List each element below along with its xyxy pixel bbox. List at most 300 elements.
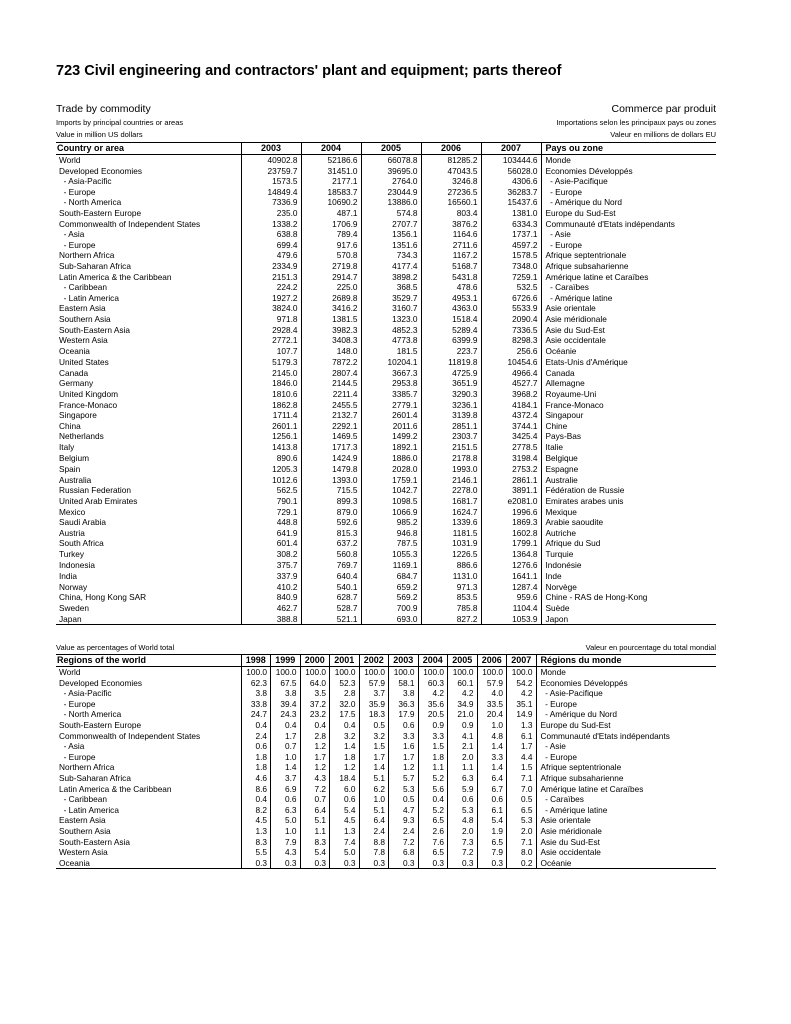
value-cell: 1364.8 [481, 549, 541, 560]
percent-cell: 6.4 [477, 773, 507, 784]
table-row [56, 762, 716, 773]
value-cell: 1624.7 [421, 507, 481, 518]
table-row [56, 815, 716, 826]
table-row [56, 250, 716, 261]
percent-cell: 8.6 [241, 784, 271, 795]
country-name-fr: France-Monaco [541, 400, 716, 411]
country-name-fr: - Amérique latine [541, 293, 716, 304]
percent-cell: 7.9 [477, 847, 507, 858]
region-name-fr: Economies Développés [536, 678, 716, 689]
value-cell: 6334.3 [481, 219, 541, 230]
country-name-fr: Monde [541, 155, 716, 166]
value-cell: 532.5 [481, 282, 541, 293]
percent-cell: 6.3 [271, 805, 301, 816]
value-cell: 1892.1 [361, 442, 421, 453]
value-cell: 2151.5 [421, 442, 481, 453]
value-cell: 785.8 [421, 603, 481, 614]
column-header-year: 2007 [481, 143, 541, 155]
percent-cell: 5.1 [359, 773, 389, 784]
percent-cell: 7.1 [507, 837, 537, 848]
table-row [56, 335, 716, 346]
value-cell: 2928.4 [241, 325, 301, 336]
table-row [56, 688, 716, 699]
value-cell: 27236.5 [421, 187, 481, 198]
value-cell: 917.6 [301, 240, 361, 251]
country-name: Canada [59, 367, 89, 378]
percent-cell: 37.2 [300, 699, 330, 710]
percent-cell: 5.2 [418, 773, 448, 784]
value-cell: 946.8 [361, 528, 421, 539]
percent-cell: 1.1 [448, 762, 478, 773]
value-cell: 3198.4 [481, 453, 541, 464]
table-row [56, 229, 716, 240]
value-cell: 574.8 [361, 208, 421, 219]
country-name-fr: - Europe [541, 187, 716, 198]
value-cell: 1479.8 [301, 463, 361, 475]
percent-cell: 1.2 [300, 741, 330, 752]
percent-cell: 1.4 [477, 741, 507, 752]
value-cell: 2144.5 [301, 378, 361, 389]
region-name-fr: Monde [536, 667, 716, 678]
percent-cell: 24.7 [241, 709, 271, 720]
column-header-year: 2005 [448, 655, 478, 667]
value-cell: 2764.0 [361, 176, 421, 187]
value-cell: 628.7 [301, 592, 361, 603]
value-cell: 4372.4 [481, 410, 541, 421]
percent-cell: 5.1 [359, 805, 389, 816]
value-cell: 2914.7 [301, 272, 361, 283]
column-header-region: Regions of the world [56, 655, 241, 667]
value-cell: 2807.4 [301, 368, 361, 379]
region-name: - North America [59, 709, 122, 720]
percent-cell: 0.4 [330, 720, 360, 731]
percent-cell: 52.3 [330, 678, 360, 689]
percent-cell: 3.8 [271, 688, 301, 699]
percent-cell: 5.3 [389, 784, 419, 795]
country-name: - Caribbean [59, 282, 107, 293]
value-cell: 4306.6 [481, 176, 541, 187]
table-row [56, 678, 716, 689]
table-row [56, 582, 716, 593]
value-cell: 700.9 [361, 603, 421, 614]
value-cell: 15437.6 [481, 197, 541, 208]
country-name: Sub-Saharan Africa [59, 260, 131, 271]
country-name-fr: - Amérique du Nord [541, 197, 716, 208]
value-cell: 1886.0 [361, 453, 421, 464]
value-cell: 7336.5 [481, 325, 541, 336]
percent-cell: 5.3 [448, 805, 478, 816]
percent-cell: 0.9 [448, 720, 478, 731]
value-cell: 1012.6 [241, 475, 301, 486]
region-name-fr: Asie du Sud-Est [536, 837, 716, 848]
value-cell: 3982.3 [301, 325, 361, 336]
region-name-fr: Océanie [536, 858, 716, 869]
region-name: South-Eastern Europe [59, 719, 142, 730]
country-name-fr: Asie méridionale [541, 314, 716, 325]
column-header-year: 2002 [359, 655, 389, 667]
table-row [56, 272, 716, 283]
country-name: - Europe [59, 239, 96, 250]
table-row [56, 368, 716, 379]
percent-cell: 1.7 [359, 752, 389, 763]
percent-cell: 4.5 [241, 815, 271, 826]
country-name: Japan [56, 614, 241, 625]
value-cell: 803.4 [421, 208, 481, 219]
percent-cell: 6.5 [418, 847, 448, 858]
value-cell: 2719.8 [301, 261, 361, 272]
country-name: Sweden [59, 602, 89, 613]
value-cell: 13886.0 [361, 197, 421, 208]
percent-cell: 1.2 [389, 762, 419, 773]
value-cell: 2711.6 [421, 240, 481, 251]
country-name: - Latin America [59, 292, 119, 303]
value-cell: 1276.6 [481, 560, 541, 571]
column-header-year: 2006 [477, 655, 507, 667]
value-cell: 31451.0 [301, 166, 361, 177]
percent-cell: 3.8 [241, 688, 271, 699]
value-cell: 971.8 [241, 314, 301, 325]
value-cell: 1042.7 [361, 485, 421, 496]
country-name: South Africa [59, 538, 104, 549]
table-row [56, 463, 716, 475]
value-cell: 1169.1 [361, 560, 421, 571]
value-cell: 3425.4 [481, 431, 541, 442]
table-row [56, 485, 716, 496]
country-name-fr: Chine - RAS de Hong-Kong [541, 592, 716, 603]
value-cell: 3385.7 [361, 389, 421, 400]
value-cell: 225.0 [301, 282, 361, 293]
percent-cell: 1.8 [241, 752, 271, 763]
percent-cell: 5.9 [448, 784, 478, 795]
country-name-fr: Océanie [541, 346, 716, 357]
percent-cell: 3.3 [389, 731, 419, 742]
percent-cell: 1.6 [389, 741, 419, 752]
percent-cell: 6.5 [418, 815, 448, 826]
value-cell: 3246.8 [421, 176, 481, 187]
value-cell: 224.2 [241, 282, 301, 293]
values-table [56, 142, 716, 625]
percent-cell: 3.3 [418, 731, 448, 742]
percent-cell: 5.0 [330, 847, 360, 858]
value-cell: 1799.1 [481, 538, 541, 549]
value-cell: 2145.0 [241, 368, 301, 379]
value-cell: 1737.1 [481, 229, 541, 240]
value-cell: 2132.7 [301, 410, 361, 421]
table-row [56, 325, 716, 336]
country-name-fr: Indonésie [541, 560, 716, 571]
percent-cell: 18.3 [359, 709, 389, 720]
value-cell: 601.4 [241, 538, 301, 549]
percent-cell: 20.4 [477, 709, 507, 720]
value-cell: 1602.8 [481, 528, 541, 539]
percent-cell: 1.4 [359, 762, 389, 773]
table-row [56, 667, 716, 678]
value-cell: 3160.7 [361, 303, 421, 314]
country-name: Netherlands [59, 431, 104, 442]
value-cell: 7348.0 [481, 261, 541, 272]
value-cell: 3824.0 [241, 303, 301, 314]
region-name-fr: Amérique latine et Caraïbes [536, 784, 716, 795]
value-cell: 1167.2 [421, 250, 481, 261]
percent-cell: 5.4 [330, 805, 360, 816]
value-cell: 4184.1 [481, 400, 541, 411]
value-cell: 899.3 [301, 496, 361, 507]
value-cell: 637.2 [301, 538, 361, 549]
value-cell: 36283.7 [481, 187, 541, 198]
value-cell: 148.0 [301, 346, 361, 357]
table-row [56, 176, 716, 187]
value-cell: 368.5 [361, 282, 421, 293]
percent-cell: 1.7 [389, 752, 419, 763]
value-cell: 985.2 [361, 517, 421, 528]
country-name-fr: Espagne [541, 463, 716, 475]
value-cell: 2334.9 [241, 261, 301, 272]
value-cell: 1862.8 [241, 400, 301, 411]
value-cell: 2778.5 [481, 442, 541, 453]
percent-cell: 3.7 [271, 773, 301, 784]
value-cell: 375.7 [241, 560, 301, 571]
value-cell: 56028.0 [481, 166, 541, 177]
country-name-fr: Fédération de Russie [541, 485, 716, 496]
value-cell: 40902.8 [241, 155, 301, 166]
region-name: Southern Asia [59, 825, 111, 836]
value-cell: 853.5 [421, 592, 481, 603]
country-name-fr: Arabie saoudite [541, 517, 716, 528]
value-cell: 790.1 [241, 496, 301, 507]
header-left-title: Trade by commodity [56, 103, 151, 115]
country-name: Turkey [59, 548, 85, 559]
country-name-fr: Japon [541, 614, 716, 625]
value-cell: 3290.3 [421, 389, 481, 400]
percent-cell: 3.2 [330, 731, 360, 742]
country-name: Singapore [59, 410, 97, 421]
value-cell: 16560.1 [421, 197, 481, 208]
percent-cell: 1.9 [477, 826, 507, 837]
column-header-pays: Pays ou zone [541, 143, 716, 155]
value-cell: 693.0 [361, 614, 421, 625]
value-cell: 410.2 [241, 582, 301, 593]
percent-cell: 0.3 [241, 858, 271, 869]
table-row [56, 603, 716, 614]
value-cell: 4527.7 [481, 378, 541, 389]
value-cell: 1356.1 [361, 229, 421, 240]
percent-cell: 5.2 [418, 805, 448, 816]
value-cell: 5533.9 [481, 303, 541, 314]
region-name-fr: - Europe [536, 699, 716, 710]
percent-cell: 100.0 [330, 667, 360, 678]
percent-cell: 1.1 [418, 762, 448, 773]
percent-cell: 3.3 [477, 752, 507, 763]
percent-cell: 35.6 [418, 699, 448, 710]
region-name: Sub-Saharan Africa [59, 772, 131, 783]
percent-cell: 0.5 [507, 794, 537, 805]
table-row [56, 496, 716, 507]
value-cell: 107.7 [241, 346, 301, 357]
value-cell: 462.7 [241, 603, 301, 614]
percent-cell: 5.6 [418, 784, 448, 795]
table-row [56, 720, 716, 731]
region-name: - Europe [59, 698, 96, 709]
value-cell: 2689.8 [301, 293, 361, 304]
percent-cell: 4.3 [300, 773, 330, 784]
value-cell: 1339.6 [421, 517, 481, 528]
value-cell: 1205.3 [241, 463, 301, 475]
percent-cell: 5.4 [300, 847, 330, 858]
percent-cell: 0.5 [389, 794, 419, 805]
value-cell: 3898.2 [361, 272, 421, 283]
percent-cell: 33.8 [241, 699, 271, 710]
percentages-table-header [56, 655, 716, 667]
percent-cell: 7.8 [359, 847, 389, 858]
country-name-fr: Chine [541, 421, 716, 432]
region-name: Commonwealth of Independent States [59, 730, 201, 741]
value-cell: 448.8 [241, 517, 301, 528]
percent-cell: 1.1 [300, 826, 330, 837]
column-header-year: 1998 [241, 655, 271, 667]
country-name: United Arab Emirates [59, 496, 138, 506]
percent-cell: 4.1 [448, 731, 478, 742]
page-title: 723 Civil engineering and contractors' plant and equipment; parts thereof [56, 63, 562, 79]
value-cell: 3236.1 [421, 400, 481, 411]
region-name-fr: Afrique septentrionale [536, 762, 716, 773]
value-cell: 592.6 [301, 517, 361, 528]
percent-cell: 9.3 [389, 815, 419, 826]
value-cell: 1469.5 [301, 431, 361, 442]
region-name: South-Eastern Asia [59, 836, 131, 847]
percent-cell: 36.3 [389, 699, 419, 710]
country-name-fr: Communauté d'Etats indépendants [541, 219, 716, 230]
percent-cell: 1.0 [477, 720, 507, 731]
value-cell: 1706.9 [301, 219, 361, 230]
value-cell: 5179.3 [241, 356, 301, 368]
table-row [56, 592, 716, 603]
percent-cell: 24.3 [271, 709, 301, 720]
country-name-fr: - Caraïbes [541, 282, 716, 293]
percent-cell: 0.3 [389, 858, 419, 869]
country-name: Austria [59, 527, 85, 538]
table-row [56, 805, 716, 816]
percent-cell: 8.3 [300, 837, 330, 848]
column-header-year: 2001 [330, 655, 360, 667]
value-cell: 256.6 [481, 346, 541, 357]
country-name-fr: - Asie [541, 229, 716, 240]
country-name: Australia [59, 474, 92, 485]
country-name: World [59, 155, 81, 165]
country-name: Germany [59, 378, 94, 389]
percent-cell: 6.1 [507, 731, 537, 742]
region-name: Northern Africa [59, 762, 115, 773]
value-cell: 1393.0 [301, 475, 361, 486]
percent-cell: 4.4 [507, 752, 537, 763]
percent-cell: 7.3 [448, 837, 478, 848]
percent-cell: 1.4 [271, 762, 301, 773]
country-name: Latin America & the Caribbean [59, 271, 172, 282]
value-cell: 3876.2 [421, 219, 481, 230]
value-cell: 23044.9 [361, 187, 421, 198]
percent-cell: 60.3 [418, 678, 448, 689]
region-name-fr: - Europe [536, 752, 716, 763]
value-cell: 2753.2 [481, 463, 541, 475]
region-name-fr: Asie occidentale [536, 847, 716, 858]
value-cell: 1499.2 [361, 431, 421, 442]
table-row [56, 752, 716, 763]
percent-cell: 0.9 [418, 720, 448, 731]
country-name: Southern Asia [59, 313, 111, 324]
value-cell: 1055.3 [361, 549, 421, 560]
value-cell: 479.6 [241, 250, 301, 261]
value-cell: 2779.1 [361, 400, 421, 411]
country-name-fr: Canada [541, 368, 716, 379]
percent-cell: 62.3 [241, 678, 271, 689]
country-name-fr: Asie orientale [541, 303, 716, 314]
percent-cell: 6.4 [300, 805, 330, 816]
value-cell: 4597.2 [481, 240, 541, 251]
value-cell: 562.5 [241, 485, 301, 496]
value-cell: 52186.6 [301, 155, 361, 166]
value-cell: 337.9 [241, 570, 301, 582]
country-name: Northern Africa [59, 250, 115, 261]
value-cell: 560.8 [301, 549, 361, 560]
percent-cell: 100.0 [271, 667, 301, 678]
country-name-fr: Singapour [541, 410, 716, 421]
value-cell: 715.5 [301, 485, 361, 496]
percent-cell: 7.2 [448, 847, 478, 858]
value-cell: 2303.7 [421, 431, 481, 442]
percent-cell: 0.6 [477, 794, 507, 805]
value-cell: 11819.8 [421, 356, 481, 368]
percent-cell: 1.2 [330, 762, 360, 773]
value-cell: 8298.3 [481, 335, 541, 346]
column-header-region-fr: Régions du monde [536, 655, 716, 667]
value-cell: 1131.0 [421, 570, 481, 582]
region-name-fr: Communauté d'Etats indépendants [536, 731, 716, 742]
value-cell: 1578.5 [481, 250, 541, 261]
value-cell: 1717.3 [301, 442, 361, 453]
percent-cell: 17.5 [330, 709, 360, 720]
value-cell: 4725.9 [421, 368, 481, 379]
percent-cell: 23.2 [300, 709, 330, 720]
country-name: Belgium [59, 452, 89, 463]
table-row [56, 614, 716, 625]
percent-cell: 2.1 [448, 741, 478, 752]
value-cell: 478.6 [421, 282, 481, 293]
percent-cell: 1.0 [359, 794, 389, 805]
percent-cell: 34.9 [448, 699, 478, 710]
country-name-fr: - Asie-Pacifique [541, 176, 716, 187]
value-cell: 528.7 [301, 603, 361, 614]
value-cell: 1287.4 [481, 582, 541, 593]
percent-cell: 3.2 [359, 731, 389, 742]
table-row [56, 356, 716, 368]
value-cell: 1351.6 [361, 240, 421, 251]
value-cell: 1424.9 [301, 453, 361, 464]
country-name: United Kingdom [59, 389, 119, 400]
value-cell: 2292.1 [301, 421, 361, 432]
column-header-year: 1999 [271, 655, 301, 667]
region-name: Oceania [56, 858, 241, 869]
percent-cell: 2.6 [418, 826, 448, 837]
value-cell: 1711.4 [241, 410, 301, 421]
value-cell: 2861.1 [481, 475, 541, 486]
value-cell: 1518.4 [421, 314, 481, 325]
percent-cell: 7.9 [271, 837, 301, 848]
percent-cell: 0.3 [271, 858, 301, 869]
country-name: France-Monaco [59, 399, 118, 410]
value-cell: 235.0 [241, 208, 301, 219]
value-cell: 5431.8 [421, 272, 481, 283]
column-header-year: 2003 [389, 655, 419, 667]
value-cell: 890.6 [241, 453, 301, 464]
